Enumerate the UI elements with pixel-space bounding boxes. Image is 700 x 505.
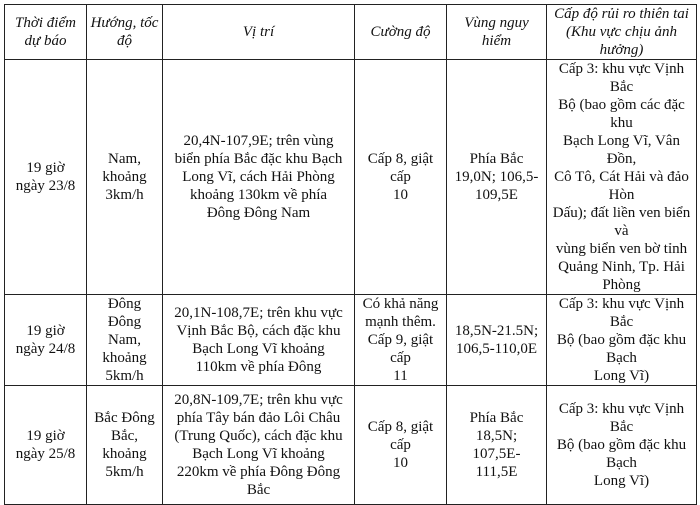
time-cell: 19 giờ ngày 24/8 xyxy=(5,295,87,386)
header-intensity: Cường độ xyxy=(355,5,447,60)
time-cell: 19 giờ ngày 25/8 xyxy=(5,386,87,505)
danger-zone-cell: Phía Bắc 19,0N; 106,5- 109,5E xyxy=(447,60,547,295)
danger-zone-cell: 18,5N-21.5N; 106,5-110,0E xyxy=(447,295,547,386)
position-cell: 20,1N-108,7E; trên khu vực Vịnh Bắc Bộ, cách đặc khu Bạch Long Vĩ khoảng 110km về phía Đông xyxy=(163,295,355,386)
header-time: Thời điểm dự báo xyxy=(5,5,87,60)
forecast-table-container xyxy=(4,4,697,505)
table-row xyxy=(5,386,697,505)
header-position: Vị trí xyxy=(163,5,355,60)
risk-level-cell: Cấp 3: khu vực Vịnh Bắc Bộ (bao gồm đặc khu Bạch Long Vĩ) xyxy=(547,386,697,505)
table-row xyxy=(5,295,697,386)
intensity-cell: Cấp 8, giật cấp 10 xyxy=(355,60,447,295)
risk-level-cell: Cấp 3: khu vực Vịnh Bắc Bộ (bao gồm đặc khu Bạch Long Vĩ) xyxy=(547,295,697,386)
danger-zone-cell: Phía Bắc 18,5N; 107,5E- 111,5E xyxy=(447,386,547,505)
time-cell: 19 giờ ngày 23/8 xyxy=(5,60,87,295)
intensity-cell: Cấp 8, giật cấp 10 xyxy=(355,386,447,505)
storm-forecast-table xyxy=(4,4,697,505)
header-direction: Hướng, tốc độ xyxy=(87,5,163,60)
header-row xyxy=(5,5,697,60)
direction-cell: Bắc Đông Bắc, khoảng 5km/h xyxy=(87,386,163,505)
position-cell: 20,8N-109,7E; trên khu vực phía Tây bán đảo Lôi Châu (Trung Quốc), cách đặc khu Bạch Long Vĩ khoảng 220km về phía Đông Đông Bắc xyxy=(163,386,355,505)
position-cell: 20,4N-107,9E; trên vùng biển phía Bắc đặc khu Bạch Long Vĩ, cách Hải Phòng khoảng 130km về phía Đông Đông Nam xyxy=(163,60,355,295)
direction-cell: Nam, khoảng 3km/h xyxy=(87,60,163,295)
intensity-cell: Có khả năng mạnh thêm. Cấp 9, giật cấp 11 xyxy=(355,295,447,386)
risk-level-cell: Cấp 3: khu vực Vịnh Bắc Bộ (bao gồm các đặc khu Bạch Long Vĩ, Vân Đồn, Cô Tô, Cát Hải và đảo Hòn Dấu); đất liền ven biển và vùng biển ven bờ tỉnh Quảng Ninh, Tp. Hải Phòng xyxy=(547,60,697,295)
direction-cell: Đông Đông Nam, khoảng 5km/h xyxy=(87,295,163,386)
table-row xyxy=(5,60,697,295)
header-risk-level: Cấp độ rủi ro thiên tai (Khu vực chịu ảnh hưởng) xyxy=(547,5,697,60)
header-danger-zone: Vùng nguy hiểm xyxy=(447,5,547,60)
